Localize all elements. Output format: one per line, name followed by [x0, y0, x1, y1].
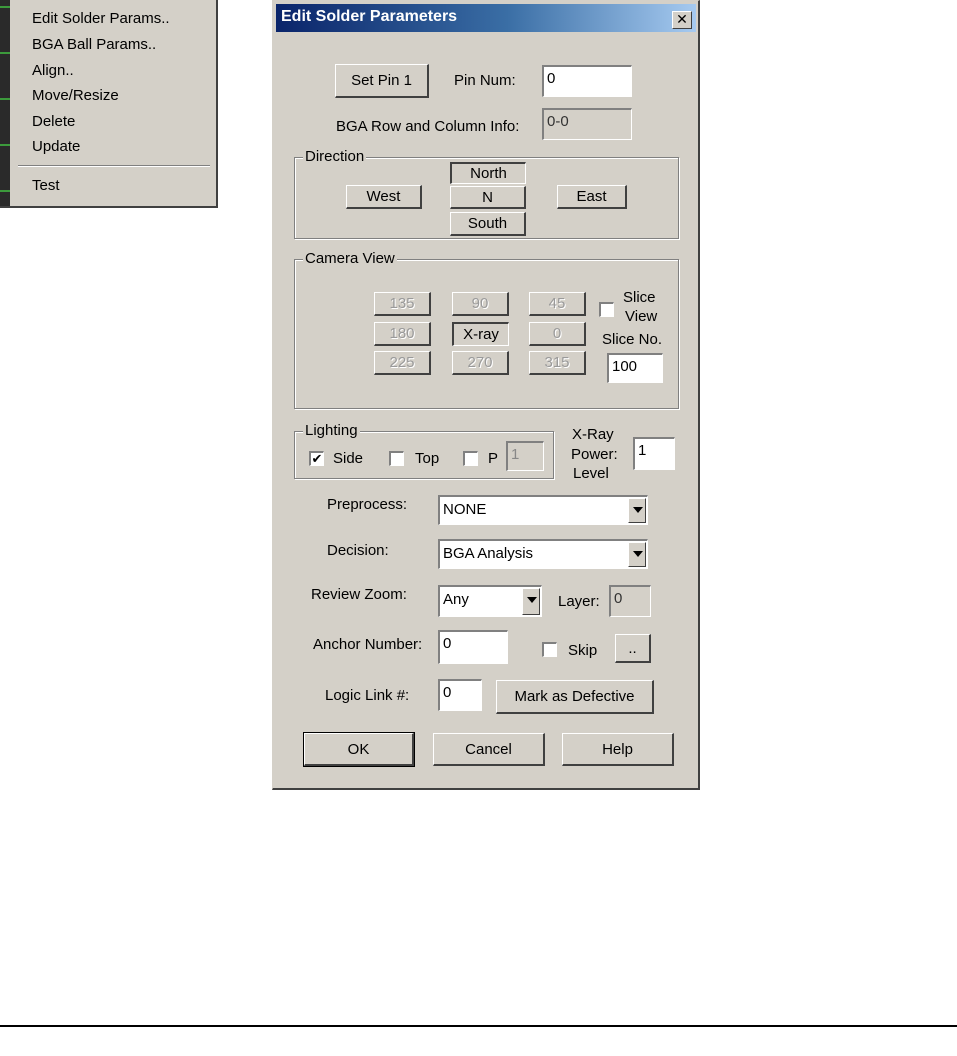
north-button[interactable]: North	[450, 162, 526, 184]
decision-value: BGA Analysis	[443, 545, 534, 562]
slice-view-checkbox[interactable]	[599, 302, 614, 317]
layer-field: 0	[609, 585, 651, 617]
layer-label: Layer:	[558, 593, 600, 610]
preprocess-dropdown[interactable]	[438, 495, 648, 525]
xray-power-field[interactable]: 1	[633, 437, 675, 470]
cancel-button[interactable]: Cancel	[433, 733, 545, 766]
page-bottom-rule	[0, 1025, 957, 1027]
xray-power-label-line3: Level	[573, 465, 609, 482]
camera-angle-225-button[interactable]: 225	[374, 351, 431, 375]
side-lighting-checkbox[interactable]: ✔	[309, 451, 324, 466]
side-lighting-label: Side	[333, 450, 364, 467]
direction-title: Direction	[305, 148, 365, 165]
camera-angle-135-button[interactable]: 135	[374, 292, 431, 316]
camera-angle-45-button[interactable]: 45	[529, 292, 586, 316]
skip-more-button[interactable]: ..	[615, 634, 651, 663]
mark-as-defective-button[interactable]: Mark as Defective	[496, 680, 654, 714]
menu-item-test[interactable]: Test	[32, 177, 60, 194]
review-zoom-dropdown[interactable]	[438, 585, 542, 617]
pin-num-label: Pin Num:	[454, 72, 516, 89]
menu-item-delete[interactable]: Delete	[32, 113, 76, 130]
skip-label: Skip	[568, 642, 598, 659]
chevron-down-icon[interactable]	[628, 498, 646, 523]
logic-link-field[interactable]: 0	[438, 679, 482, 711]
skip-checkbox[interactable]	[542, 642, 557, 657]
xray-power-label-line1: X-Ray	[572, 426, 614, 443]
p-lighting-field: 1	[506, 441, 544, 471]
review-zoom-label: Review Zoom:	[311, 586, 407, 603]
preprocess-value: NONE	[443, 501, 487, 518]
slice-no-label: Slice No.	[602, 331, 663, 348]
preprocess-label: Preprocess:	[327, 496, 408, 513]
menu-item-update[interactable]: Update	[32, 138, 81, 155]
lighting-title: Lighting	[305, 422, 358, 439]
close-icon[interactable]: ✕	[672, 11, 692, 29]
menu-item-align[interactable]: Align..	[32, 62, 74, 79]
set-pin-1-button[interactable]: Set Pin 1	[335, 64, 429, 98]
chevron-down-icon[interactable]	[522, 588, 540, 615]
review-zoom-value: Any	[443, 591, 469, 608]
center-n-button[interactable]: N	[450, 186, 526, 209]
p-lighting-label: P	[488, 450, 499, 467]
camera-xray-button[interactable]: X-ray	[452, 322, 509, 346]
slice-view-label-line2: View	[625, 308, 658, 325]
bga-info-field: 0-0	[542, 108, 632, 140]
slice-view-label-line1: Slice	[623, 289, 656, 306]
camera-angle-180-button[interactable]: 180	[374, 322, 431, 346]
menu-item-bga-ball-params[interactable]: BGA Ball Params..	[32, 36, 157, 53]
background-canvas-strip	[0, 0, 10, 206]
title-bar[interactable]	[276, 4, 696, 32]
top-lighting-checkbox[interactable]	[389, 451, 404, 466]
menu-item-edit-solder-params[interactable]: Edit Solder Params..	[32, 10, 170, 27]
xray-power-label-line2: Power:	[571, 446, 618, 463]
anchor-number-label: Anchor Number:	[313, 636, 423, 653]
chevron-down-icon[interactable]	[628, 542, 646, 567]
logic-link-label: Logic Link #:	[325, 687, 410, 704]
slice-no-field[interactable]: 100	[607, 353, 663, 383]
decision-label: Decision:	[327, 542, 389, 559]
context-menu	[0, 0, 218, 208]
menu-separator	[18, 165, 210, 167]
edit-solder-parameters-dialog	[272, 0, 700, 790]
camera-angle-270-button[interactable]: 270	[452, 351, 509, 375]
menu-item-move-resize[interactable]: Move/Resize	[32, 87, 119, 104]
pin-num-field[interactable]: 0	[542, 65, 632, 97]
south-button[interactable]: South	[450, 212, 526, 236]
camera-angle-0-button[interactable]: 0	[529, 322, 586, 346]
ok-button[interactable]: OK	[304, 733, 414, 766]
decision-dropdown[interactable]	[438, 539, 648, 569]
camera-angle-90-button[interactable]: 90	[452, 292, 509, 316]
dialog-title: Edit Solder Parameters	[281, 8, 458, 25]
camera-view-title: Camera View	[305, 250, 395, 267]
east-button[interactable]: East	[557, 185, 627, 209]
top-lighting-label: Top	[415, 450, 440, 467]
help-button[interactable]: Help	[562, 733, 674, 766]
p-lighting-checkbox[interactable]	[463, 451, 478, 466]
anchor-number-field[interactable]: 0	[438, 630, 508, 664]
west-button[interactable]: West	[346, 185, 422, 209]
camera-angle-315-button[interactable]: 315	[529, 351, 586, 375]
bga-info-label: BGA Row and Column Info:	[336, 118, 520, 135]
